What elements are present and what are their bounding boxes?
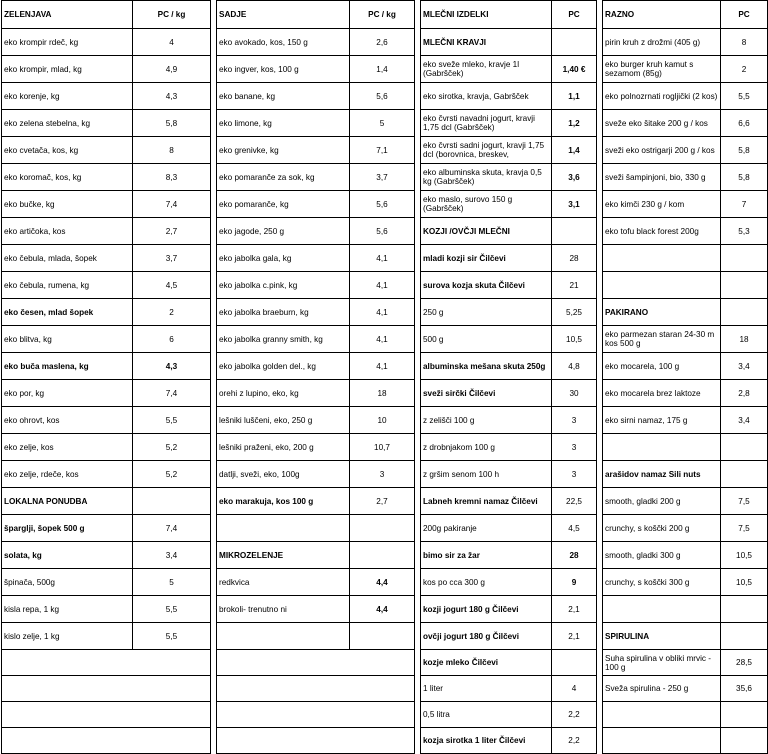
item-name: Labneh kremni namaz Čilčevi — [421, 488, 552, 515]
item-name: pirin kruh z drožmi (405 g) — [603, 29, 721, 56]
item-price: 18 — [721, 326, 768, 353]
item-name: kozji jogurt 180 g Čilčevi — [421, 596, 552, 623]
column-header: RAZNO — [603, 1, 721, 29]
item-price: 7,4 — [133, 380, 211, 407]
item-price: 8,3 — [133, 164, 211, 191]
item-price: 10,7 — [350, 434, 415, 461]
item-name: kozja sirotka 1 liter Čilčevi — [421, 728, 552, 754]
item-price — [721, 299, 768, 326]
item-price — [721, 702, 768, 728]
column-header: SADJE — [217, 1, 350, 29]
item-name: lešniki praženi, eko, 200 g — [217, 434, 350, 461]
item-price: 4 — [133, 29, 211, 56]
item-name: 0,5 litra — [421, 702, 552, 728]
item-price: 7,4 — [133, 515, 211, 542]
item-price: 1,4 — [552, 137, 597, 164]
item-name: eko jabolka golden del., kg — [217, 353, 350, 380]
item-name: eko jagode, 250 g — [217, 218, 350, 245]
item-name: eko jabolka braeburn, kg — [217, 299, 350, 326]
item-price: 2 — [133, 299, 211, 326]
item-name: eko korenje, kg — [2, 83, 133, 110]
item-name: 500 g — [421, 326, 552, 353]
item-name: z drobnjakom 100 g — [421, 434, 552, 461]
item-price: 28,5 — [721, 650, 768, 676]
item-name: eko buča maslena, kg — [2, 353, 133, 380]
item-name: kozje mleko Čilčevi — [421, 650, 552, 676]
item-price — [552, 29, 597, 56]
item-name: eko artičoka, kos — [2, 218, 133, 245]
item-name: eko ohrovt, kos — [2, 407, 133, 434]
empty-cell — [217, 650, 415, 676]
item-price: 4,9 — [133, 56, 211, 83]
item-name: eko koromač, kos, kg — [2, 164, 133, 191]
item-price: 4,1 — [350, 299, 415, 326]
item-price: 7,1 — [350, 137, 415, 164]
item-price — [552, 218, 597, 245]
item-price: 9 — [552, 569, 597, 596]
item-name: KOZJI /OVČJI MLEČNI — [421, 218, 552, 245]
column-header: MLEČNI IZDELKI — [421, 1, 552, 29]
item-price: 10,5 — [552, 326, 597, 353]
item-price: 3,4 — [721, 407, 768, 434]
item-name: LOKALNA PONUDBA — [2, 488, 133, 515]
table-row — [2, 488, 768, 515]
table-row — [2, 623, 768, 650]
item-name: eko krompir, mlad, kg — [2, 56, 133, 83]
table-row — [2, 299, 768, 326]
empty-cell — [217, 728, 415, 754]
item-name: eko čvrsti sadni jogurt, kravji 1,75 dcl (borovnica, breskev, — [421, 137, 552, 164]
item-price: 4,4 — [350, 596, 415, 623]
item-name: eko kimči 230 g / kom — [603, 191, 721, 218]
item-name: arašidov namaz Sili nuts — [603, 461, 721, 488]
item-price: 6,6 — [721, 110, 768, 137]
item-price: 3,4 — [133, 542, 211, 569]
item-name: eko grenivke, kg — [217, 137, 350, 164]
empty-cell — [2, 676, 211, 702]
item-price: 5,6 — [350, 218, 415, 245]
table-row — [2, 407, 768, 434]
item-price — [721, 245, 768, 272]
item-name: orehi z lupino, eko, kg — [217, 380, 350, 407]
item-price: 3 — [552, 407, 597, 434]
item-name — [603, 596, 721, 623]
item-name — [217, 515, 350, 542]
item-price: 4,5 — [133, 272, 211, 299]
table-row — [2, 676, 768, 702]
item-name: brokoli- trenutno ni — [217, 596, 350, 623]
table-row — [2, 218, 768, 245]
item-price: 4,1 — [350, 326, 415, 353]
item-name — [603, 272, 721, 299]
item-price: 5 — [350, 110, 415, 137]
item-name: eko jabolka granny smith, kg — [217, 326, 350, 353]
item-price: 10,5 — [721, 542, 768, 569]
item-name: lešniki luščeni, eko, 250 g — [217, 407, 350, 434]
item-price: 28 — [552, 245, 597, 272]
item-name: kos po cca 300 g — [421, 569, 552, 596]
item-name: eko blitva, kg — [2, 326, 133, 353]
item-price: 5,25 — [552, 299, 597, 326]
item-price: 4,3 — [133, 83, 211, 110]
table-row — [2, 461, 768, 488]
item-name: PAKIRANO — [603, 299, 721, 326]
item-name: eko mocarela brez laktoze — [603, 380, 721, 407]
item-price: 1,40 € — [552, 56, 597, 83]
item-price — [133, 488, 211, 515]
item-name: eko marakuja, kos 100 g — [217, 488, 350, 515]
item-name: sveži eko ostrigarji 200 g / kos — [603, 137, 721, 164]
item-price: 3,7 — [133, 245, 211, 272]
column-header: ZELENJAVA — [2, 1, 133, 29]
header-row — [2, 1, 768, 29]
item-price: 3,6 — [552, 164, 597, 191]
item-price: 2,2 — [552, 728, 597, 754]
item-price: 4,3 — [133, 353, 211, 380]
item-price: 10 — [350, 407, 415, 434]
table-row — [2, 110, 768, 137]
item-name: eko albuminska skuta, kravja 0,5 kg (Gabršček) — [421, 164, 552, 191]
empty-cell — [217, 676, 415, 702]
item-price: 5,8 — [721, 137, 768, 164]
table-row — [2, 650, 768, 676]
item-price — [721, 434, 768, 461]
column-unit-header: PC / kg — [350, 1, 415, 29]
item-price: 2,7 — [133, 218, 211, 245]
item-name: eko parmezan staran 24-30 m kos 500 g — [603, 326, 721, 353]
item-name: smooth, gladki 200 g — [603, 488, 721, 515]
table-row — [2, 56, 768, 83]
empty-cell — [217, 702, 415, 728]
item-price: 5,3 — [721, 218, 768, 245]
item-price: 1,1 — [552, 83, 597, 110]
item-price: 7,5 — [721, 488, 768, 515]
item-price — [350, 623, 415, 650]
table-row — [2, 83, 768, 110]
item-price — [552, 650, 597, 676]
item-name: eko limone, kg — [217, 110, 350, 137]
item-price: 18 — [350, 380, 415, 407]
empty-cell — [2, 728, 211, 754]
item-name: sveže eko šitake 200 g / kos — [603, 110, 721, 137]
item-name: kisla repa, 1 kg — [2, 596, 133, 623]
table-row — [2, 353, 768, 380]
item-price: 5,5 — [133, 407, 211, 434]
item-price: 4,8 — [552, 353, 597, 380]
item-name: solata, kg — [2, 542, 133, 569]
item-price: 5 — [133, 569, 211, 596]
item-price: 3,7 — [350, 164, 415, 191]
item-price: 3 — [552, 461, 597, 488]
item-price: 7,5 — [721, 515, 768, 542]
item-name: eko maslo, surovo 150 g (Gabršček) — [421, 191, 552, 218]
item-price: 35,6 — [721, 676, 768, 702]
item-name: eko mocarela, 100 g — [603, 353, 721, 380]
item-name: redkvica — [217, 569, 350, 596]
item-name: eko polnozrnati rogljički (2 kos) — [603, 83, 721, 110]
item-name: eko zelje, rdeče, kos — [2, 461, 133, 488]
item-name: eko jabolka c.pink, kg — [217, 272, 350, 299]
item-price — [350, 542, 415, 569]
item-price: 8 — [721, 29, 768, 56]
item-price: 28 — [552, 542, 597, 569]
item-price: 5,8 — [133, 110, 211, 137]
table-row — [2, 434, 768, 461]
table-row — [2, 542, 768, 569]
item-name: eko burger kruh kamut s sezamom (85g) — [603, 56, 721, 83]
item-name: z gršim senom 100 h — [421, 461, 552, 488]
item-name: 1 liter — [421, 676, 552, 702]
item-name: eko por, kg — [2, 380, 133, 407]
item-name: eko ingver, kos, 100 g — [217, 56, 350, 83]
table-row — [2, 164, 768, 191]
item-name: šparglji, šopek 500 g — [2, 515, 133, 542]
item-price: 5,5 — [133, 623, 211, 650]
item-price: 4 — [552, 676, 597, 702]
item-name: MIKROZELENJE — [217, 542, 350, 569]
item-name: eko tofu black forest 200g — [603, 218, 721, 245]
table-row — [2, 326, 768, 353]
table-row — [2, 29, 768, 56]
item-name: eko cvetača, kos, kg — [2, 137, 133, 164]
item-price: 4,5 — [552, 515, 597, 542]
item-price — [721, 728, 768, 754]
item-price: 3,4 — [721, 353, 768, 380]
item-name: z zelišči 100 g — [421, 407, 552, 434]
item-price: 3 — [350, 461, 415, 488]
item-name: eko čebula, mlada, šopek — [2, 245, 133, 272]
table-row — [2, 515, 768, 542]
item-price: 7 — [721, 191, 768, 218]
item-name — [603, 702, 721, 728]
item-name: eko sirni namaz, 175 g — [603, 407, 721, 434]
item-price: 2 — [721, 56, 768, 83]
item-name: eko čvrsti navadni jogurt, kravji 1,75 dcl (Gabršček) — [421, 110, 552, 137]
item-name: 250 g — [421, 299, 552, 326]
item-price: 5,5 — [133, 596, 211, 623]
item-price: 2,8 — [721, 380, 768, 407]
item-price — [721, 461, 768, 488]
item-name: mladi kozji sir Čilčevi — [421, 245, 552, 272]
item-price: 2,1 — [552, 596, 597, 623]
table-row — [2, 702, 768, 728]
item-price: 30 — [552, 380, 597, 407]
item-price: 5,2 — [133, 434, 211, 461]
table-row — [2, 245, 768, 272]
item-price: 1,2 — [552, 110, 597, 137]
item-price: 1,4 — [350, 56, 415, 83]
item-name: sveži šampinjoni, bio, 330 g — [603, 164, 721, 191]
item-name: kislo zelje, 1 kg — [2, 623, 133, 650]
item-name: eko zelje, kos — [2, 434, 133, 461]
item-price: 3 — [552, 434, 597, 461]
item-name: smooth, gladki 300 g — [603, 542, 721, 569]
item-price: 7,4 — [133, 191, 211, 218]
item-price: 5,5 — [721, 83, 768, 110]
item-name: Sveža spirulina - 250 g — [603, 676, 721, 702]
item-name: eko sirotka, kravja, Gabršček — [421, 83, 552, 110]
item-name: MLEČNI KRAVJI — [421, 29, 552, 56]
column-unit-header: PC — [552, 1, 597, 29]
item-name: eko česen, mlad šopek — [2, 299, 133, 326]
item-name: albuminska mešana skuta 250g — [421, 353, 552, 380]
price-list-table — [1, 0, 768, 754]
item-price: 8 — [133, 137, 211, 164]
column-unit-header: PC / kg — [133, 1, 211, 29]
column-unit-header: PC — [721, 1, 768, 29]
item-name: Suha spirulina v obliki mrvic - 100 g — [603, 650, 721, 676]
empty-cell — [2, 650, 211, 676]
item-name: eko jabolka gala, kg — [217, 245, 350, 272]
item-name — [603, 434, 721, 461]
item-price: 2,7 — [350, 488, 415, 515]
item-price: 4,1 — [350, 245, 415, 272]
item-name — [217, 623, 350, 650]
item-name: eko pomaranče, kg — [217, 191, 350, 218]
item-price: 2,2 — [552, 702, 597, 728]
item-name: sveži sirčki Čilčevi — [421, 380, 552, 407]
item-name: špinača, 500g — [2, 569, 133, 596]
item-price — [350, 515, 415, 542]
table-row — [2, 728, 768, 754]
table-row — [2, 569, 768, 596]
item-name: eko banane, kg — [217, 83, 350, 110]
item-name — [603, 728, 721, 754]
table-row — [2, 380, 768, 407]
item-name: ovčji jogurt 180 g Čilčevi — [421, 623, 552, 650]
item-name: eko zelena stebelna, kg — [2, 110, 133, 137]
item-name: eko pomaranče za sok, kg — [217, 164, 350, 191]
table-row — [2, 191, 768, 218]
item-name: datlji, sveži, eko, 100g — [217, 461, 350, 488]
item-price — [721, 596, 768, 623]
item-price — [721, 623, 768, 650]
item-price: 5,2 — [133, 461, 211, 488]
item-price: 10,5 — [721, 569, 768, 596]
item-price: 2,6 — [350, 29, 415, 56]
item-name: eko sveže mleko, kravje 1l (Gabršček) — [421, 56, 552, 83]
item-price — [721, 272, 768, 299]
item-price: 5,6 — [350, 191, 415, 218]
item-name: crunchy, s koščki 300 g — [603, 569, 721, 596]
item-price: 4,4 — [350, 569, 415, 596]
item-name: SPIRULINA — [603, 623, 721, 650]
table-row — [2, 596, 768, 623]
item-price: 3,1 — [552, 191, 597, 218]
item-name: eko bučke, kg — [2, 191, 133, 218]
item-name: crunchy, s koščki 200 g — [603, 515, 721, 542]
table-row — [2, 137, 768, 164]
item-price: 5,8 — [721, 164, 768, 191]
item-price: 21 — [552, 272, 597, 299]
table-row — [2, 272, 768, 299]
item-price: 22,5 — [552, 488, 597, 515]
item-name: eko avokado, kos, 150 g — [217, 29, 350, 56]
item-name: bimo sir za žar — [421, 542, 552, 569]
empty-cell — [2, 702, 211, 728]
item-price: 4,1 — [350, 272, 415, 299]
item-name — [603, 245, 721, 272]
item-price: 2,1 — [552, 623, 597, 650]
item-name: eko krompir rdeč, kg — [2, 29, 133, 56]
item-price: 5,6 — [350, 83, 415, 110]
item-name: surova kozja skuta Čilčevi — [421, 272, 552, 299]
item-name: 200g pakiranje — [421, 515, 552, 542]
item-price: 6 — [133, 326, 211, 353]
item-name: eko čebula, rumena, kg — [2, 272, 133, 299]
item-price: 4,1 — [350, 353, 415, 380]
